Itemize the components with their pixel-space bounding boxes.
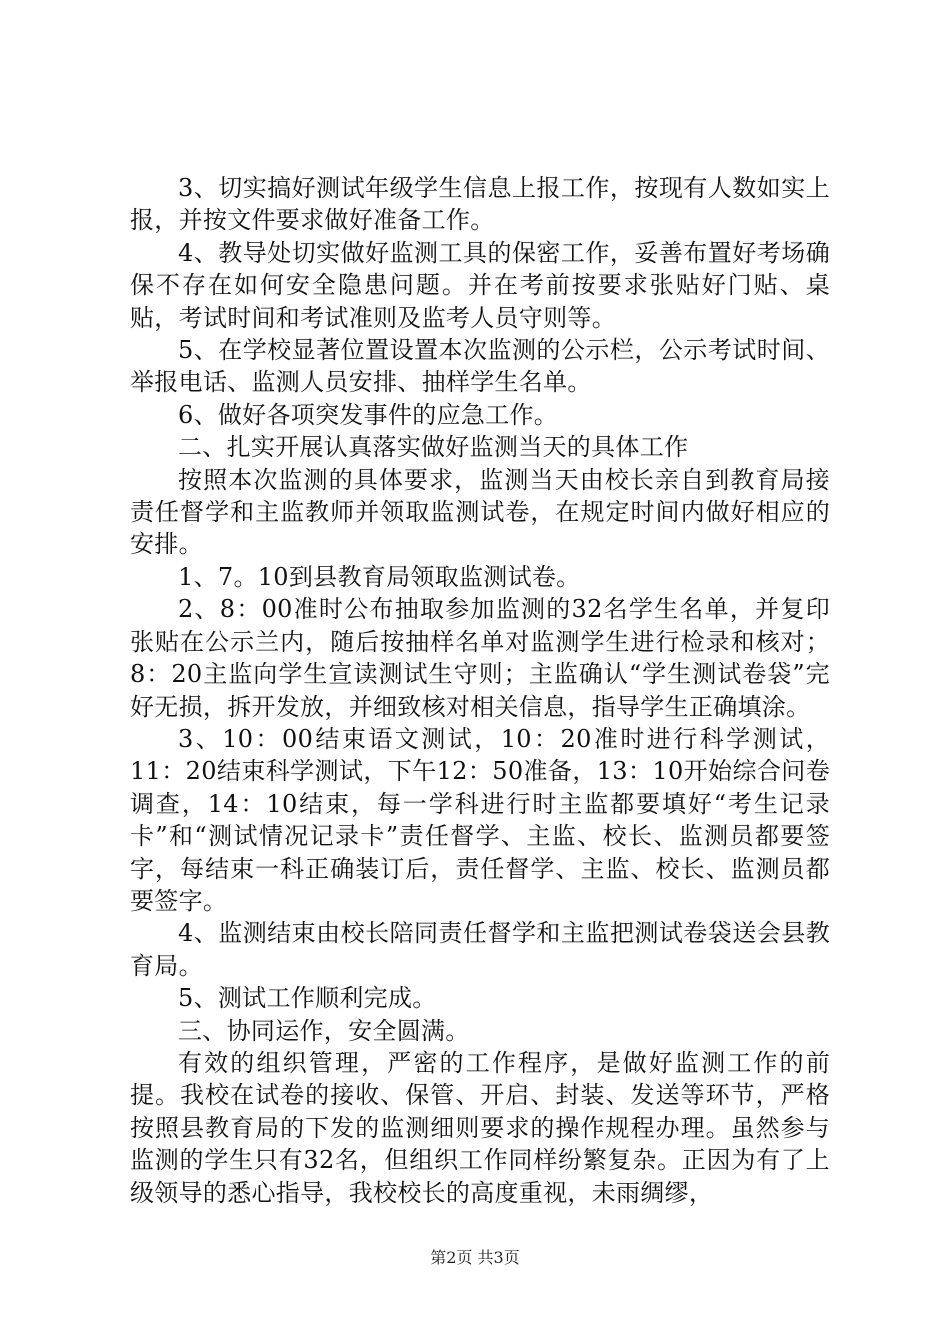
paragraph-item-5: 5、在学校显著位置设置本次监测的公示栏，公示考试时间、举报电话、监测人员安排、抽样学生名单。 — [130, 336, 830, 397]
step-item-2: 2、8：00准时公布抽取参加监测的32名学生名单，并复印张贴在公示兰内，随后按抽样名单对监测学生进行检录和核对；8：20主监向学生宣读测试生守则；主监确认“学生测试卷袋”完好无损，拆开发放，并细致核对相关信息，指导学生正确填涂。 — [130, 595, 830, 721]
section-2-intro: 按照本次监测的具体要求，监测当天由校长亲自到教育局接责任督学和主监教师并领取监测试卷，在规定时间内做好相应的安排。 — [130, 465, 830, 559]
paragraph-item-6: 6、做好各项突发事件的应急工作。 — [178, 400, 559, 429]
section-3-body: 有效的组织管理，严密的工作程序，是做好监测工作的前提。我校在试卷的接收、保管、开启、封装、发送等环节，严格按照县教育局的下发的监测细则要求的操作规程办理。虽然参与监测的学生只有32名，但组织工作同样纷繁复杂。正因为有了上级领导的悉心指导，我校校长的高度重视，未雨绸缪， — [130, 1048, 830, 1207]
paragraph-item-4: 4、教导处切实做好监测工具的保密工作，妥善布置好考场确保不存在如何安全隐患问题。并在考前按要求张贴好门贴、桌贴，考试时间和考试准则及监考人员守则等。 — [130, 238, 830, 332]
section-heading-3: 三、协同运作，安全圆满。 — [178, 1016, 470, 1045]
step-item-4: 4、监测结束由校长陪同责任督学和主监把测试卷袋送会县教育局。 — [130, 919, 830, 980]
step-item-1: 1、7。10到县教育局领取监测试卷。 — [178, 562, 581, 591]
section-heading-2: 二、扎实开展认真落实做好监测当天的具体工作 — [178, 433, 689, 462]
document-body — [130, 172, 830, 1209]
step-item-3: 3、10：00结束语文测试，10：20准时进行科学测试，11：20结束科学测试，下午12：50准备，13：10开始综合问卷调查，14：10结束，每一学科进行时主监都要填好“考生记录卡”和“测试情况记录卡”责任督学、主监、校长、监测员都要签字，每结束一科正确装订后，责任督学、主监、校长、监测员都要签字。 — [130, 724, 830, 915]
paragraph-item-3: 3、切实搞好测试年级学生信息上报工作，按现有人数如实上报，并按文件要求做好准备工作。 — [130, 174, 830, 235]
step-item-5: 5、测试工作顺利完成。 — [178, 984, 437, 1013]
page-footer: 第2页 共3页 — [430, 1248, 520, 1267]
